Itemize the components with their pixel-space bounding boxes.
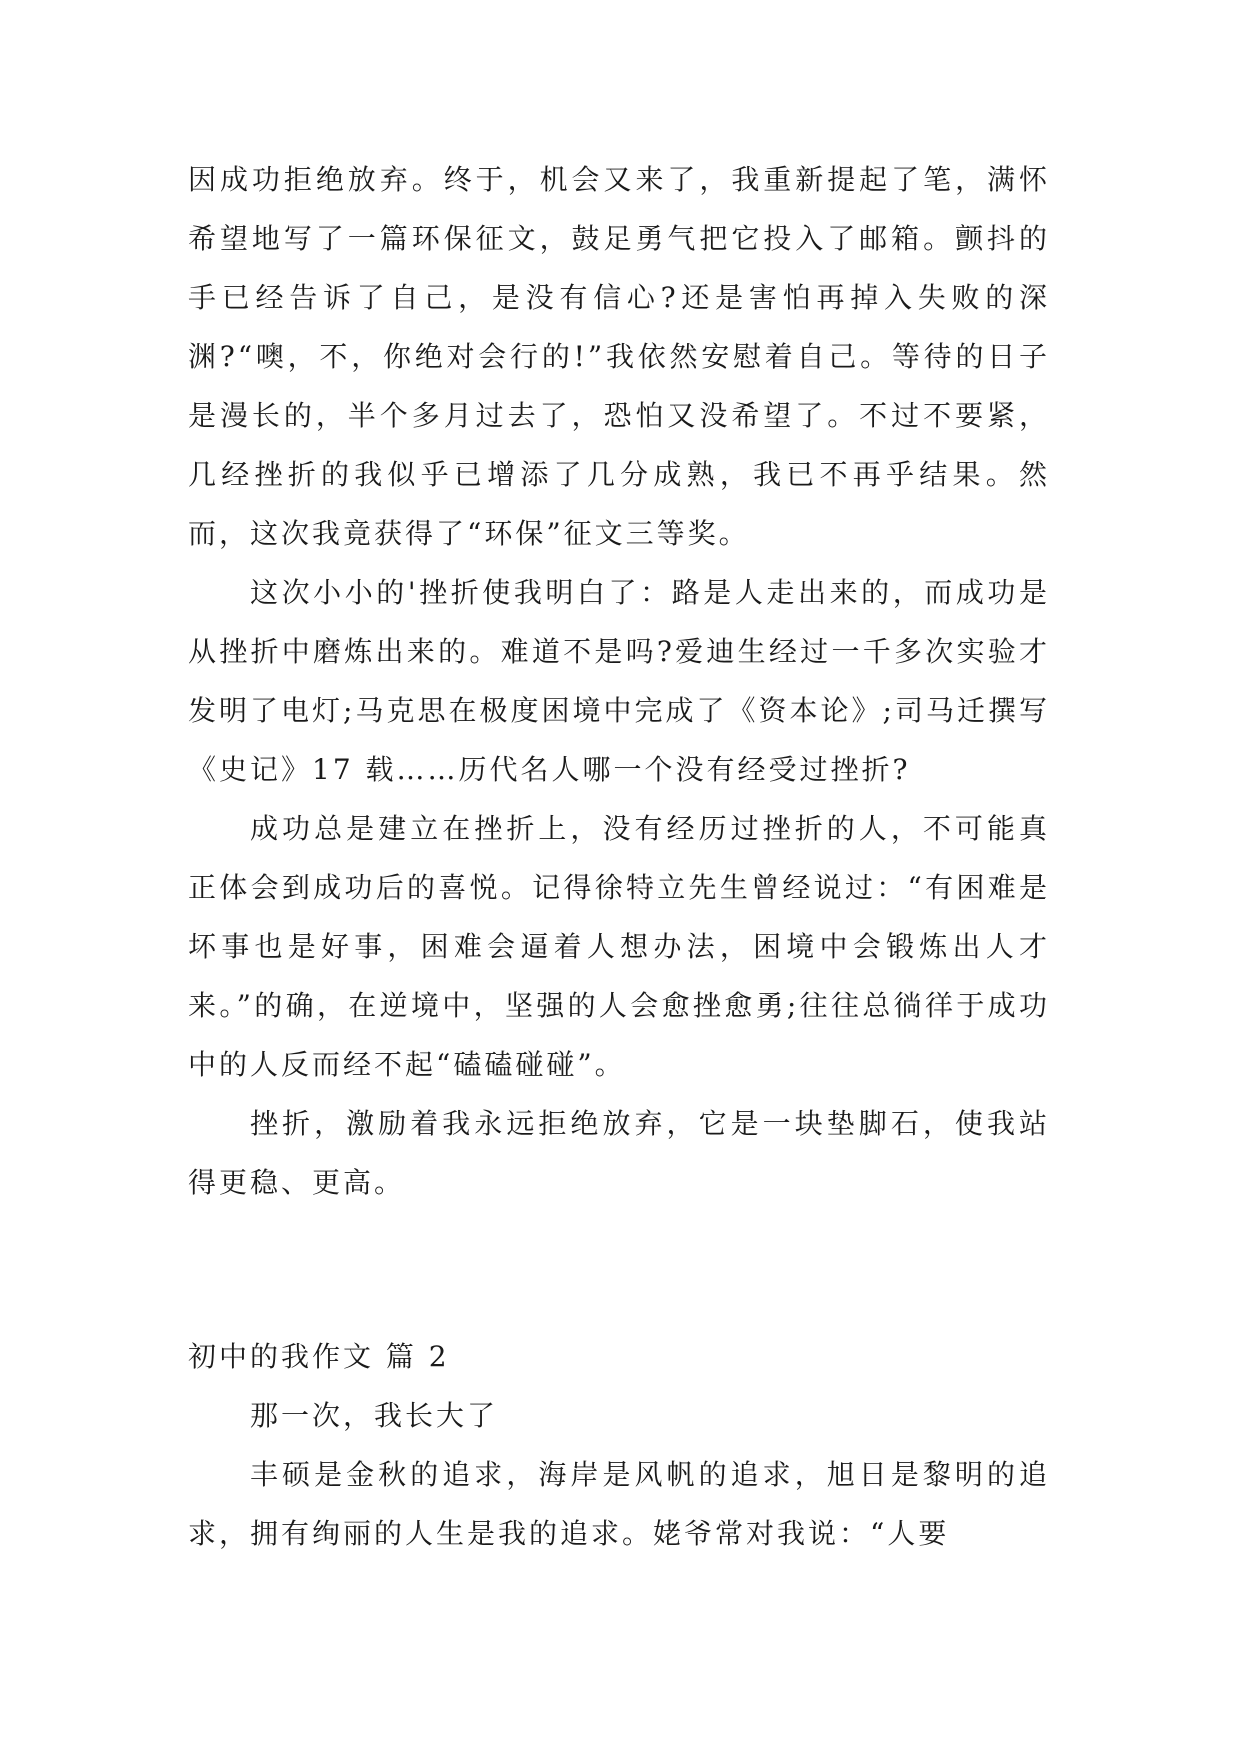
paragraph-continuation: 因成功拒绝放弃。终于，机会又来了，我重新提起了笔，满怀希望地写了一篇环保征文，鼓足勇气把它投入了邮箱。颤抖的手已经告诉了自己，是没有信心?还是害怕再掉入失败的深渊?“噢，不，你绝对会行的!”我依然安慰着自己。等待的日子是漫长的，半个多月过去了，恐怕又没希望了。不过不要紧，几经挫折的我似乎已增添了几分成熟，我已不再乎结果。然而，这次我竟获得了“环保”征文三等奖。 xyxy=(188,163,1050,550)
essay-heading: 初中的我作文 篇 2 xyxy=(188,1340,450,1373)
essay-section-2 xyxy=(188,1327,1050,1563)
paragraph-setback-lesson: 这次小小的'挫折使我明白了：路是人走出来的，而成功是从挫折中磨炼出来的。难道不是吗?爱迪生经过一千多次实验才发明了电灯;马克思在极度困境中完成了《资本论》;司马迁撰写《史记》17 载……历代名人哪一个没有经受过挫折? xyxy=(188,576,1050,786)
paragraph-pursuit: 丰硕是金秋的追求，海岸是风帆的追求，旭日是黎明的追求，拥有绚丽的人生是我的追求。姥爷常对我说：“人要 xyxy=(188,1458,1050,1550)
essay-section-1 xyxy=(188,150,1050,1212)
paragraph-success-and-setback: 成功总是建立在挫折上，没有经历过挫折的人，不可能真正体会到成功后的喜悦。记得徐特立先生曾经说过：“有困难是坏事也是好事，困难会逼着人想办法，困境中会锻炼出人才来。”的确，在逆境中，坚强的人会愈挫愈勇;往往总徜徉于成功中的人反而经不起“磕磕碰碰”。 xyxy=(188,812,1050,1081)
paragraph-conclusion: 挫折，激励着我永远拒绝放弃，它是一块垫脚石，使我站得更稳、更高。 xyxy=(188,1107,1050,1199)
essay-subtitle: 那一次，我长大了 xyxy=(250,1399,499,1432)
